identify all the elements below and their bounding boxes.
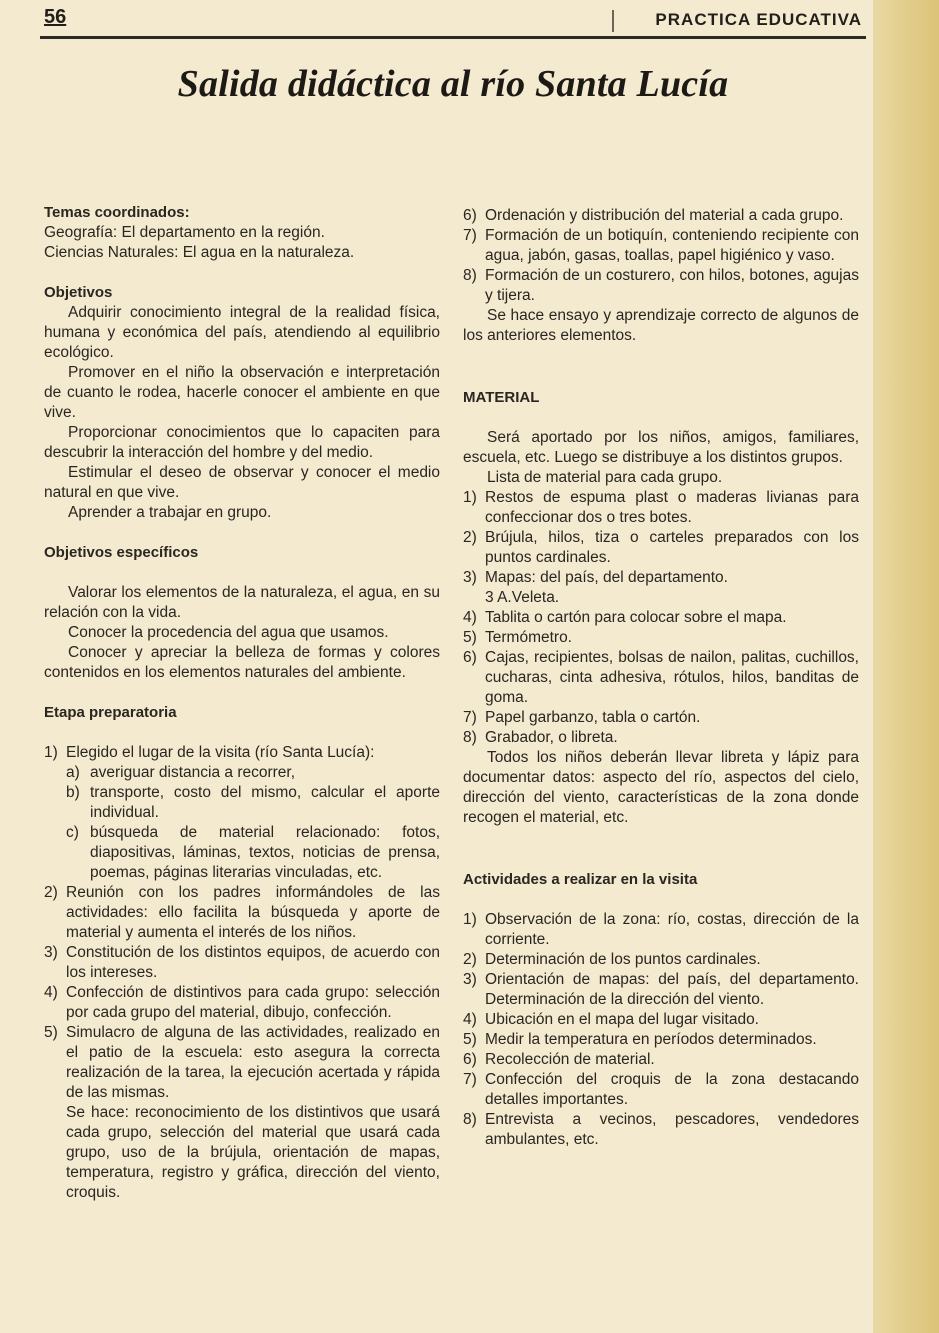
actividades-heading: Actividades a realizar en la visita — [463, 871, 698, 888]
list-item: 1) Restos de espuma plast o maderas livianas para confeccionar dos o tres botes. — [463, 489, 859, 526]
header-divider — [612, 10, 614, 32]
especificos-heading: Objetivos específicos — [44, 544, 199, 561]
objetivo-paragraph: Aprender a trabajar en grupo. — [68, 504, 272, 521]
sub-item: c) búsqueda de material relacionado: fotos, diapositivas, láminas, textos, noticias de prensa, poemas, páginas literarias vinculadas, etc. — [66, 824, 440, 881]
left-column — [44, 203, 440, 1203]
preparation-list-continued — [463, 206, 859, 306]
list-item: 8) Formación de un costurero, con hilos, botones, agujas y tijera. — [463, 267, 859, 304]
list-item: 3) Constitución de los distintos equipos, de acuerdo con los intereses. — [44, 944, 440, 981]
list-item: 3) Orientación de mapas: del país, del departamento. Determinación de la dirección del viento. — [463, 971, 859, 1008]
list-item: 7) Confección del croquis de la zona destacando detalles importantes. — [463, 1071, 859, 1108]
article-title: Salida didáctica al río Santa Lucía — [177, 63, 729, 105]
list-item: 5) Medir la temperatura en períodos determinados. — [463, 1031, 817, 1048]
etapa-heading: Etapa preparatoria — [44, 704, 177, 721]
objetivos-heading: Objetivos — [44, 284, 113, 301]
list-item: 7) Formación de un botiquín, conteniendo recipiente con agua, jabón, gasas, toallas, papel higiénico y vaso. — [463, 227, 859, 264]
list-item: 2) Reunión con los padres informándoles de las actividades: ello facilita la búsqueda y aporte de material y aumenta el interés de los niños. — [44, 884, 440, 941]
especifico-paragraph: Valorar los elementos de la naturaleza, el agua, en su relación con la vida. — [44, 584, 440, 621]
sub-item: b) transporte, costo del mismo, calcular el aporte individual. — [66, 784, 440, 821]
list-item: 1) Elegido el lugar de la visita (río Santa Lucía): — [44, 744, 375, 761]
ensayo-paragraph: Se hace ensayo y aprendizaje correcto de algunos de los anteriores elementos. — [463, 307, 859, 344]
list-item: 5) Simulacro de alguna de las actividades, realizado en el patio de la escuela: esto asegura la correcta realización de la tarea, la ejecución acertada y rápida de las mismas. — [44, 1024, 440, 1101]
veleta-line: 3 A.Veleta. — [485, 589, 560, 606]
section-label: PRACTICA EDUCATIVA — [655, 10, 862, 29]
temas-line: Ciencias Naturales: El agua en la naturaleza. — [44, 244, 355, 261]
page-header — [40, 4, 866, 39]
list-item: 3) Mapas: del país, del departamento. — [463, 569, 728, 586]
list-item: 8) Grabador, o libreta. — [463, 729, 618, 746]
material-heading: MATERIAL — [463, 389, 540, 406]
se-hace-paragraph: Se hace: reconocimiento de los distintivos que usará cada grupo, selección del material que usará cada grupo, uso de la brújula, orientación de mapas, temperatura, registro y gráfica, dirección del viento, croquis. — [66, 1104, 440, 1201]
especifico-paragraph: Conocer y apreciar la belleza de formas y colores contenidos en los elementos naturales del ambiente. — [44, 644, 440, 681]
objetivo-paragraph: Estimular el deseo de observar y conocer el medio natural en que vive. — [44, 464, 440, 501]
list-item: 2) Brújula, hilos, tiza o carteles preparados con los puntos cardinales. — [463, 529, 859, 566]
list-item: 5) Termómetro. — [463, 629, 572, 646]
todos-paragraph: Todos los niños deberán llevar libreta y lápiz para documentar datos: aspecto del río, aspectos del cielo, dirección del viento, características de la zona donde recogen el material, etc. — [463, 749, 859, 826]
material-intro: Será aportado por los niños, amigos, familiares, escuela, etc. Luego se distribuye a los distintos grupos. — [463, 429, 859, 466]
list-item: 7) Papel garbanzo, tabla o cartón. — [463, 709, 701, 726]
list-item: 4) Confección de distintivos para cada grupo: selección por cada grupo del material, dibujo, confección. — [44, 984, 440, 1021]
sub-item: a) averiguar distancia a recorrer, — [66, 764, 296, 781]
etapa-list — [44, 743, 440, 1103]
list-item: 6) Recolección de material. — [463, 1051, 655, 1068]
list-item: 1) Observación de la zona: río, costas, dirección de la corriente. — [463, 911, 859, 948]
objetivo-paragraph: Promover en el niño la observación e interpretación de cuanto le rodea, hacerle conocer el ambiente en que vive. — [44, 364, 440, 421]
objetivo-paragraph: Adquirir conocimiento integral de la realidad física, humana y económica del país, atendiendo al equilibrio ecológico. — [44, 304, 440, 361]
page-number: 56 — [44, 6, 67, 28]
list-item: 8) Entrevista a vecinos, pescadores, vendedores ambulantes, etc. — [463, 1111, 859, 1148]
material-lista: Lista de material para cada grupo. — [487, 469, 723, 486]
list-item: 6) Ordenación y distribución del material a cada grupo. — [463, 207, 844, 224]
temas-heading: Temas coordinados: — [44, 204, 190, 221]
list-item: 2) Determinación de los puntos cardinales. — [463, 951, 761, 968]
page-edge — [873, 0, 939, 1333]
objetivo-paragraph: Proporcionar conocimientos que lo capaciten para descubrir la interacción del hombre y del medio. — [44, 424, 440, 461]
material-list — [463, 488, 859, 748]
actividades-list — [463, 910, 859, 1150]
list-item — [463, 588, 859, 608]
list-item: 4) Tablita o cartón para colocar sobre el mapa. — [463, 609, 787, 626]
temas-line: Geografía: El departamento en la región. — [44, 224, 325, 241]
list-item: 6) Cajas, recipientes, bolsas de nailon, palitas, cuchillos, cucharas, cinta adhesiva, rótulos, hilos, banditas de goma. — [463, 649, 859, 706]
list-item: 4) Ubicación en el mapa del lugar visitado. — [463, 1011, 759, 1028]
especifico-paragraph: Conocer la procedencia del agua que usamos. — [68, 624, 389, 641]
right-column — [463, 206, 859, 1150]
